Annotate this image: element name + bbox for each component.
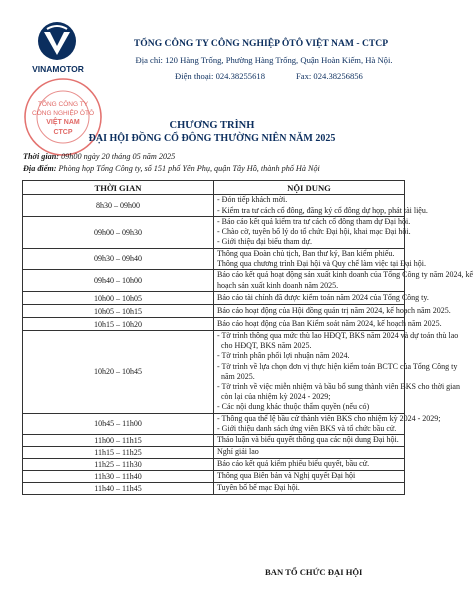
agenda-line: Báo cáo tài chính đã được kiểm toán năm 2024 của Tổng Công ty. [217, 292, 429, 302]
agenda-content [214, 270, 473, 292]
company-name: TỔNG CÔNG TY CÔNG NGHIỆP ÔTÔ VIỆT NAM - CTCP [133, 38, 389, 49]
table-row [23, 217, 405, 249]
agenda-line: cho HĐQT, BKS năm 2025. [217, 341, 312, 351]
agenda-line: - Thông qua thể lệ bầu cử thành viên BKS cho nhiệm kỳ 2024 - 2029; [217, 413, 441, 423]
table-row [23, 292, 405, 305]
agenda-time: 10h20 – 10h45 [23, 331, 214, 414]
company-address: Địa chỉ: 120 Hàng Trống, Phường Hàng Trống, Quận Hoàn Kiếm, Hà Nội. [135, 55, 393, 65]
agenda-line: Nghỉ giải lao [217, 447, 259, 457]
agenda-line: năm 2025. [217, 371, 255, 381]
agenda-time: 10h45 – 11h00 [23, 413, 214, 434]
agenda-time: 10h00 – 10h05 [23, 292, 214, 305]
agenda-time: 11h30 – 11h40 [23, 471, 214, 483]
table-row [23, 318, 405, 331]
agenda-line: - Tờ trình về việc miễn nhiệm và bầu bổ sung thành viên BKS cho thời gian [217, 382, 460, 392]
company-fax: Fax: 024.38256856 [296, 71, 363, 81]
table-row [23, 195, 405, 217]
agenda-content [214, 471, 405, 483]
agenda-line: Thông qua chương trình Đại hội và Quy chế làm việc tại Đại hội. [217, 258, 426, 268]
table-row [23, 248, 405, 269]
table-row [23, 413, 405, 434]
col-header-content: NỘI DUNG [214, 181, 405, 195]
agenda-time: 10h05 – 10h15 [23, 305, 214, 318]
agenda-body [23, 195, 473, 495]
agenda-content [214, 318, 442, 331]
agenda-line: Báo cáo kết quả hoạt động sản xuất kinh doanh của Tổng Công ty năm 2024, kế [217, 270, 473, 280]
table-row [23, 459, 405, 471]
agenda-time: 09h00 – 09h30 [23, 217, 214, 249]
doc-subtitle: ĐẠI HỘI ĐỒNG CỔ ĐÔNG THƯỜNG NIÊN NĂM 2025 [88, 133, 336, 144]
agenda-content [214, 248, 426, 269]
table-row [23, 483, 405, 495]
agenda-table [22, 180, 473, 495]
agenda-line: còn lại của nhiệm kỳ 2024 - 2029; [217, 392, 331, 402]
agenda-line: - Tờ trình về lựa chọn đơn vị thực hiện kiểm toán BCTC của Tổng Công ty [217, 361, 458, 371]
meeting-place [23, 164, 320, 173]
agenda-content [214, 331, 460, 414]
agenda-content [214, 292, 429, 305]
agenda-content [214, 435, 405, 447]
agenda-time: 09h30 – 09h40 [23, 248, 214, 269]
agenda-content [214, 483, 405, 495]
logo-emblem-icon [36, 20, 78, 62]
agenda-content [214, 413, 441, 434]
agenda-line: - Báo cáo kết quả kiểm tra tư cách cổ đông tham dự Đại hội. [217, 217, 411, 226]
agenda-line: - Đón tiếp khách mời. [217, 195, 288, 205]
agenda-content [214, 195, 428, 217]
table-row [23, 331, 405, 414]
col-header-time: THỜI GIAN [23, 181, 214, 195]
meeting-time [23, 152, 175, 161]
agenda-line: - Tờ trình thông qua mức thù lao HĐQT, BKS năm 2024 và dự toán thù lao [217, 331, 459, 341]
agenda-line: Thảo luận và biểu quyết thông qua các nội dung Đại hội. [217, 435, 399, 445]
svg-text:CTCP: CTCP [53, 129, 73, 136]
agenda-line: Báo cáo kết quả kiểm phiếu biểu quyết, bầu cử. [217, 459, 370, 469]
agenda-line: - Chào cờ, tuyên bố lý do tổ chức Đại hội, khai mạc Đại hội. [217, 227, 411, 237]
company-logo [22, 20, 92, 78]
agenda-line: Thông qua Đoàn chủ tịch, Ban thư ký, Ban kiểm phiếu. [217, 248, 395, 258]
meeting-time-value: 09h00 ngày 20 tháng 05 năm 2025 [61, 152, 176, 161]
company-stamp [22, 76, 104, 158]
signature: BAN TỔ CHỨC ĐẠI HỘI [265, 567, 363, 577]
agenda-content [214, 447, 405, 459]
agenda-line: Tuyên bố bế mạc Đại hội. [217, 483, 300, 493]
agenda-line: Báo cáo hoạt động của Ban Kiểm soát năm 2024, kế hoạch năm 2025. [217, 318, 442, 328]
agenda-line: Thông qua Biên bản và Nghị quyết Đại hội [217, 471, 356, 481]
meeting-time-label: Thời gian: [23, 152, 60, 161]
agenda-line: - Kiểm tra tư cách cổ đông, đăng ký cổ đông dự họp, phát tài liệu. [217, 205, 428, 215]
agenda-line: hoạch sản xuất kinh doanh năm 2025. [217, 280, 339, 290]
agenda-header-row [23, 181, 405, 195]
agenda-line: - Tờ trình phân phối lợi nhuận năm 2024. [217, 351, 350, 361]
agenda-content [214, 217, 411, 249]
table-row [23, 471, 405, 483]
table-row [23, 270, 405, 292]
agenda-line: - Giới thiệu danh sách ứng viên BKS và tổ chức bầu cử. [217, 423, 397, 433]
doc-title: CHƯƠNG TRÌNH [169, 120, 255, 131]
agenda-time: 10h15 – 10h20 [23, 318, 214, 331]
agenda-time: 11h40 – 11h45 [23, 483, 214, 495]
agenda-line: - Các nội dung khác thuộc thẩm quyền (nếu có) [217, 402, 370, 412]
agenda-time: 11h25 – 11h30 [23, 459, 214, 471]
svg-text:CÔNG NGHIỆP ÔTÔ: CÔNG NGHIỆP ÔTÔ [32, 110, 94, 117]
agenda-time: 11h00 – 11h15 [23, 435, 214, 447]
agenda-line: - Giới thiệu đại biểu tham dự. [217, 237, 312, 247]
agenda-time: 8h30 – 09h00 [23, 195, 214, 217]
svg-text:TỔNG CÔNG TY: TỔNG CÔNG TY [37, 101, 89, 108]
agenda-time: 09h40 – 10h00 [23, 270, 214, 292]
meeting-place-label: Địa điểm: [23, 164, 57, 173]
meeting-place-value: Phòng họp Tổng Công ty, số 151 phố Yên Phụ, quận Tây Hồ, thành phố Hà Nội [58, 164, 320, 173]
svg-text:VIỆT NAM: VIỆT NAM [46, 119, 80, 126]
agenda-line: Báo cáo hoạt động của Hội đồng quản trị năm 2024, kế hoạch năm 2025. [217, 305, 451, 315]
company-phone: Điện thoại: 024.38255618 [175, 71, 265, 81]
table-row [23, 447, 405, 459]
table-row [23, 435, 405, 447]
agenda-content [214, 305, 451, 318]
table-row [23, 305, 405, 318]
agenda-time: 11h15 – 11h25 [23, 447, 214, 459]
logo-text: VINAMOTOR [32, 64, 84, 74]
agenda-content [214, 459, 405, 471]
